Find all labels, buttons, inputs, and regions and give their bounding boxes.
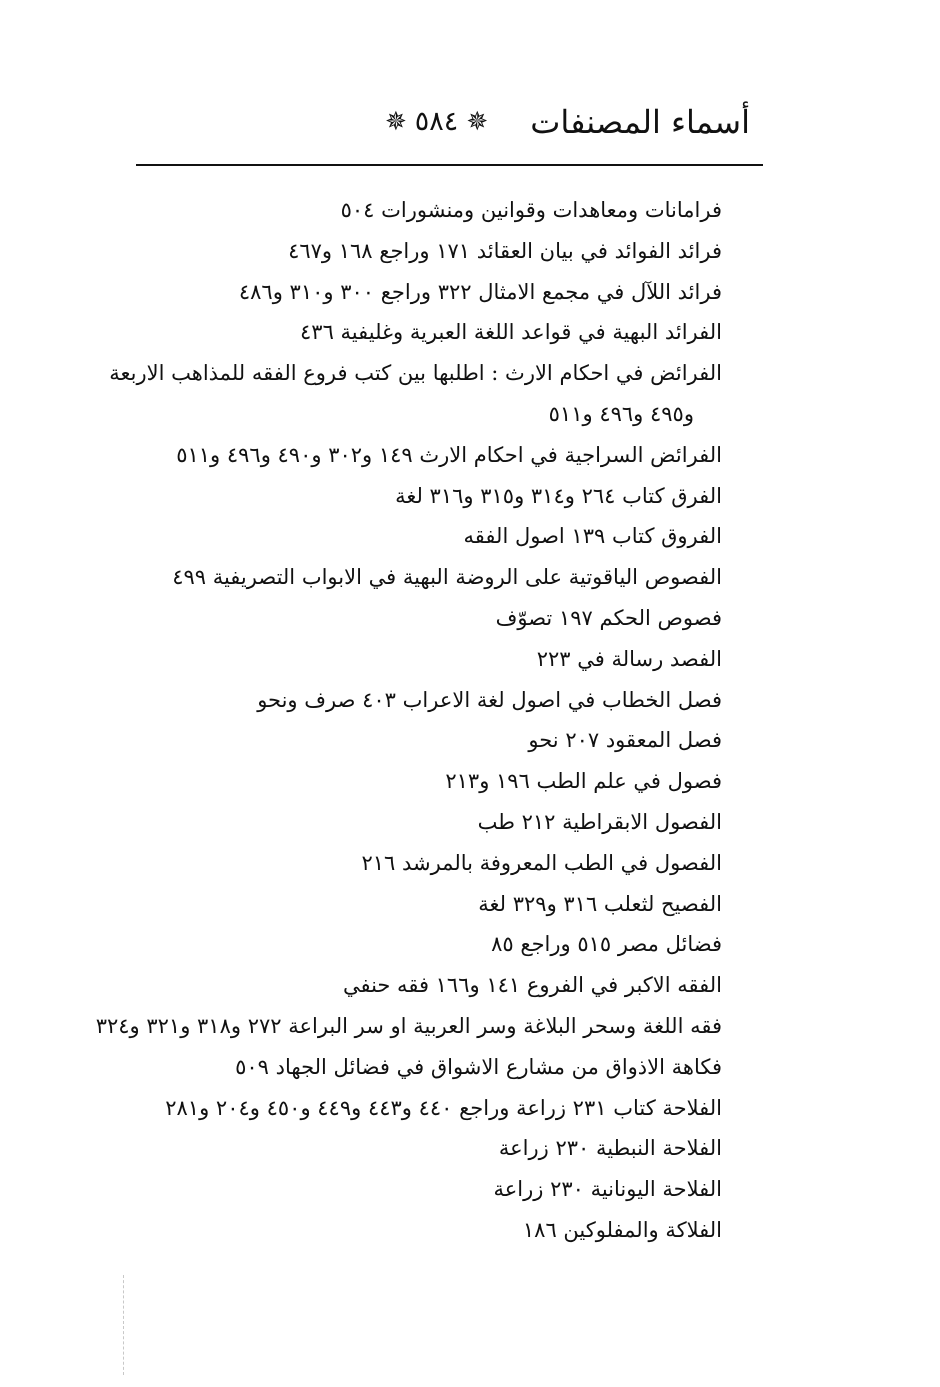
index-entry: فصوص الحكم ١٩٧ تصوّف bbox=[495, 605, 722, 630]
floral-ornament-icon: ✵ bbox=[385, 107, 407, 137]
index-entry: الفلاحة النبطية ٢٣٠ زراعة bbox=[498, 1136, 722, 1161]
index-entry: الفلاحة كتاب ٢٣١ زراعة وراجع ٤٤٠ و٤٤٣ و٤٤٩ و٤٥٠ و٢٠٤ و٢٨١ bbox=[165, 1095, 722, 1120]
index-entry: الفرائض السراجية في احكام الارث ١٤٩ و٣٠٢ و٤٩٠ و٤٩٦ و٥١١ bbox=[176, 442, 722, 467]
index-entry: فصل الخطاب في اصول لغة الاعراب ٤٠٣ صرف ونحو bbox=[257, 687, 722, 712]
index-entry: الفصوص الياقوتية على الروضة البهية في الابواب التصريفية ٤٩٩ bbox=[172, 565, 722, 590]
page-number: ٥٨٤ bbox=[414, 106, 459, 137]
index-entry: فكاهة الاذواق من مشارع الاشواق في فضائل الجهاد ٥٠٩ bbox=[235, 1054, 722, 1079]
index-entry: الفصد رسالة في ٢٢٣ bbox=[536, 646, 722, 671]
index-entry: الفرق كتاب ٢٦٤ و٣١٤ و٣١٥ و٣١٦ لغة bbox=[395, 483, 722, 508]
index-entry: الفروق كتاب ١٣٩ اصول الفقه bbox=[463, 524, 722, 549]
index-entries bbox=[95, 190, 722, 1251]
index-entry: فصل المعقود ٢٠٧ نحو bbox=[528, 728, 722, 753]
index-entry: الفلاكة والمفلوكين ١٨٦ bbox=[522, 1217, 722, 1242]
page-number-group bbox=[385, 104, 488, 140]
running-title: أسماء المصنفات bbox=[530, 103, 750, 141]
index-entry: الفصيح لثعلب ٣١٦ و٣٢٩ لغة bbox=[478, 891, 722, 916]
scan-edge-mark bbox=[123, 1275, 124, 1375]
index-entry: فرائد الفوائد في بيان العقائد ١٧١ وراجع ١٦٨ و٤٦٧ bbox=[288, 238, 722, 263]
index-entry: الفصول الابقراطية ٢١٢ طب bbox=[477, 809, 722, 834]
index-entry: فرائد اللآل في مجمع الامثال ٣٢٢ وراجع ٣٠٠ و٣١٠ و٤٨٦ bbox=[238, 279, 722, 304]
index-entry: فقه اللغة وسحر البلاغة وسر العربية او سر البراعة ٢٧٢ و٣١٨ و٣٢١ و٣٢٤ bbox=[95, 1013, 722, 1038]
index-entry: فرامانات ومعاهدات وقوانين ومنشورات ٥٠٤ bbox=[340, 198, 722, 222]
index-entry: الفرائد البهية في قواعد اللغة العبرية وغليفية ٤٣٦ bbox=[300, 320, 722, 345]
index-entry-continuation: و٤٩٥ و٤٩٦ و٥١١ bbox=[548, 401, 694, 426]
index-entry: فضائل مصر ٥١٥ وراجع ٨٥ bbox=[491, 932, 722, 957]
header-rule bbox=[136, 164, 763, 166]
floral-ornament-icon: ✵ bbox=[466, 107, 489, 137]
index-entry: الفصول في الطب المعروفة بالمرشد ٢١٦ bbox=[361, 850, 722, 875]
index-entry: الفقه الاكبر في الفروع ١٤١ و١٦٦ فقه حنفي bbox=[342, 973, 722, 998]
index-entry: الفرائض في احكام الارث : اطلبها بين كتب فروع الفقه للمذاهب الاربعة bbox=[109, 361, 722, 386]
index-entry: الفلاحة اليونانية ٢٣٠ زراعة bbox=[493, 1177, 722, 1202]
page-header bbox=[140, 98, 750, 150]
index-entry: فصول في علم الطب ١٩٦ و٢١٣ bbox=[445, 769, 722, 794]
